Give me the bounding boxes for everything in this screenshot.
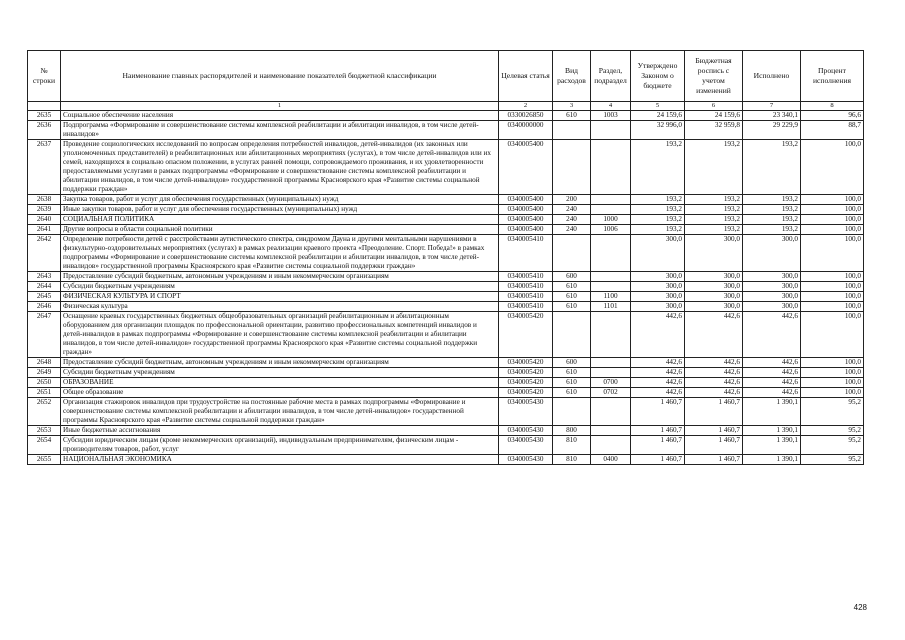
row-vid: [553, 398, 591, 426]
row-percent: 100,0: [801, 378, 864, 388]
row-executed: 442,6: [743, 358, 801, 368]
table-row: [28, 140, 864, 195]
row-name: Проведение социологических исследований по вопросам определения потребностей инвалидов, детей-инвалидов (их законных или уполномоченных представителей) в реабилитационных или абилитационных мероприятиях (услугах), в том числе детей-инвалидов или их семей, находящихся в социально опасном положении, в услугах ранней помощи, сопровождаемого проживания, и их удовлетворенности предоставляемыми услугами в рамках подпрограммы «Формирование и совершенствование системы комплексной реабилитации и абилитации инвалидов, в том числе детей-инвалидов» государственной программы Красноярского края «Развитие системы социальной поддержки граждан»: [61, 140, 499, 195]
row-name: Общее образование: [61, 388, 499, 398]
row-razdel: [591, 358, 631, 368]
table-row: [28, 282, 864, 292]
table-row: [28, 215, 864, 225]
table-row: [28, 312, 864, 358]
row-approved: 300,0: [631, 272, 685, 282]
table-row: [28, 388, 864, 398]
row-target: 0340005420: [499, 358, 553, 368]
table-row: [28, 272, 864, 282]
row-target: 0330026850: [499, 111, 553, 121]
row-approved: 300,0: [631, 282, 685, 292]
table-row: [28, 205, 864, 215]
row-approved: 1 460,7: [631, 455, 685, 465]
row-vid: 240: [553, 225, 591, 235]
row-name: Социальное обеспечение населения: [61, 111, 499, 121]
row-vid: 240: [553, 215, 591, 225]
row-approved: 193,2: [631, 225, 685, 235]
header-vid: Вид расходов: [553, 51, 591, 102]
row-number: 2645: [28, 292, 61, 302]
row-approved: 442,6: [631, 312, 685, 358]
row-executed: 442,6: [743, 378, 801, 388]
table-row: [28, 195, 864, 205]
row-percent: 100,0: [801, 140, 864, 195]
row-razdel: [591, 436, 631, 455]
row-approved: 300,0: [631, 292, 685, 302]
row-number: 2651: [28, 388, 61, 398]
row-percent: 100,0: [801, 302, 864, 312]
row-target: 0340005400: [499, 140, 553, 195]
row-executed: 1 390,1: [743, 436, 801, 455]
row-target: 0340005410: [499, 272, 553, 282]
row-name: Субсидии юридическим лицам (кроме некоммерческих организаций), индивидуальным предпринимателям, физическим лицам - производителям товаров, работ, услуг: [61, 436, 499, 455]
row-number: 2650: [28, 378, 61, 388]
row-executed: 23 340,1: [743, 111, 801, 121]
row-approved: 193,2: [631, 195, 685, 205]
row-name: Подпрограмма «Формирование и совершенствование системы комплексной реабилитации и абилитации инвалидов, в том числе детей-инвалидов»: [61, 121, 499, 140]
row-executed: 300,0: [743, 292, 801, 302]
row-target: 0340005410: [499, 282, 553, 292]
row-approved: 193,2: [631, 215, 685, 225]
row-percent: 100,0: [801, 235, 864, 272]
header-approved: Утверждено Законом о бюджете: [631, 51, 685, 102]
budget-table: [27, 50, 864, 465]
index-cell: 8: [801, 102, 864, 111]
index-cell: 6: [685, 102, 743, 111]
row-razdel: [591, 121, 631, 140]
row-budget: 193,2: [685, 225, 743, 235]
row-razdel: [591, 195, 631, 205]
row-razdel: [591, 398, 631, 426]
header-executed: Исполнено: [743, 51, 801, 102]
budget-table-sheet: [27, 50, 863, 465]
row-executed: 442,6: [743, 312, 801, 358]
row-executed: 442,6: [743, 388, 801, 398]
row-number: 2638: [28, 195, 61, 205]
row-name: Закупка товаров, работ и услуг для обеспечения государственных (муниципальных) нужд: [61, 195, 499, 205]
row-budget: 300,0: [685, 282, 743, 292]
table-row: [28, 121, 864, 140]
row-vid: 610: [553, 282, 591, 292]
row-percent: 95,2: [801, 436, 864, 455]
table-row: [28, 235, 864, 272]
row-name: Другие вопросы в области социальной политики: [61, 225, 499, 235]
row-executed: 1 390,1: [743, 398, 801, 426]
row-approved: 442,6: [631, 378, 685, 388]
row-name: Субсидии бюджетным учреждениям: [61, 282, 499, 292]
row-approved: 24 159,6: [631, 111, 685, 121]
row-name: НАЦИОНАЛЬНАЯ ЭКОНОМИКА: [61, 455, 499, 465]
row-budget: 442,6: [685, 388, 743, 398]
row-approved: 442,6: [631, 388, 685, 398]
row-razdel: 1000: [591, 215, 631, 225]
row-budget: 32 959,8: [685, 121, 743, 140]
header-target: Целевая статья: [499, 51, 553, 102]
row-budget: 300,0: [685, 302, 743, 312]
row-target: 0340005420: [499, 312, 553, 358]
row-razdel: [591, 140, 631, 195]
row-target: 0340005400: [499, 225, 553, 235]
row-razdel: 1100: [591, 292, 631, 302]
row-percent: 96,6: [801, 111, 864, 121]
table-row: [28, 225, 864, 235]
row-executed: 193,2: [743, 215, 801, 225]
row-vid: 610: [553, 378, 591, 388]
row-executed: 1 390,1: [743, 455, 801, 465]
row-percent: 100,0: [801, 225, 864, 235]
row-approved: 1 460,7: [631, 398, 685, 426]
row-vid: 600: [553, 358, 591, 368]
row-vid: 240: [553, 205, 591, 215]
table-row: [28, 436, 864, 455]
row-number: 2654: [28, 436, 61, 455]
row-number: 2653: [28, 426, 61, 436]
row-executed: 29 229,9: [743, 121, 801, 140]
row-number: 2637: [28, 140, 61, 195]
row-vid: [553, 312, 591, 358]
table-row: [28, 368, 864, 378]
row-executed: 193,2: [743, 140, 801, 195]
row-percent: 95,2: [801, 455, 864, 465]
row-razdel: 0702: [591, 388, 631, 398]
row-budget: 1 460,7: [685, 398, 743, 426]
row-target: 0340000000: [499, 121, 553, 140]
row-razdel: 0700: [591, 378, 631, 388]
header-name: Наименование главных распорядителей и наименование показателей бюджетной классификации: [61, 51, 499, 102]
row-budget: 193,2: [685, 140, 743, 195]
row-number: 2647: [28, 312, 61, 358]
row-percent: 100,0: [801, 272, 864, 282]
table-row: [28, 426, 864, 436]
row-percent: 100,0: [801, 312, 864, 358]
index-cell: 2: [499, 102, 553, 111]
row-percent: 100,0: [801, 358, 864, 368]
table-row: [28, 398, 864, 426]
page-number: 428: [853, 603, 867, 612]
row-target: 0340005430: [499, 398, 553, 426]
row-executed: 300,0: [743, 235, 801, 272]
row-percent: 100,0: [801, 388, 864, 398]
row-executed: 300,0: [743, 282, 801, 292]
row-target: 0340005430: [499, 455, 553, 465]
row-approved: 193,2: [631, 205, 685, 215]
row-razdel: 0400: [591, 455, 631, 465]
row-percent: 95,2: [801, 426, 864, 436]
row-name: Организация стажировок инвалидов при трудоустройстве на постоянные рабочие места в рамках подпрограммы «Формирование и совершенствование системы комплексной реабилитации и абилитации инвалидов, в том числе детей-инвалидов» государственной программы Красноярского края «Развитие системы социальной поддержки граждан»: [61, 398, 499, 426]
row-approved: 442,6: [631, 368, 685, 378]
row-razdel: [591, 312, 631, 358]
row-percent: 100,0: [801, 195, 864, 205]
row-percent: 100,0: [801, 205, 864, 215]
row-budget: 193,2: [685, 215, 743, 225]
row-number: 2643: [28, 272, 61, 282]
row-approved: 300,0: [631, 302, 685, 312]
header-percent: Процент исполнения: [801, 51, 864, 102]
row-target: 0340005430: [499, 436, 553, 455]
row-razdel: [591, 205, 631, 215]
row-vid: 810: [553, 436, 591, 455]
row-name: Иные закупки товаров, работ и услуг для обеспечения государственных (муниципальных) нужд: [61, 205, 499, 215]
row-target: 0340005410: [499, 302, 553, 312]
row-vid: [553, 121, 591, 140]
row-razdel: [591, 282, 631, 292]
row-budget: 1 460,7: [685, 436, 743, 455]
row-vid: 200: [553, 195, 591, 205]
row-budget: 442,6: [685, 368, 743, 378]
row-name: Иные бюджетные ассигнования: [61, 426, 499, 436]
row-executed: 193,2: [743, 225, 801, 235]
row-budget: 442,6: [685, 378, 743, 388]
row-name: Оснащение краевых государственных бюджетных общеобразовательных организаций реабилитационным и абилитационным оборудованием для организации площадок по профессиональной ориентации, развитию профессиональных компетенций инвалидов и детей-инвалидов в рамках подпрограммы «Формирование и совершенствование системы комплексной реабилитации и абилитации инвалидов, в том числе детей-инвалидов» государственной программы Красноярского края «Развитие системы социальной поддержки граждан»: [61, 312, 499, 358]
header-num: № строки: [28, 51, 61, 102]
row-budget: 442,6: [685, 312, 743, 358]
row-approved: 1 460,7: [631, 426, 685, 436]
row-budget: 193,2: [685, 205, 743, 215]
row-percent: 100,0: [801, 368, 864, 378]
row-budget: 24 159,6: [685, 111, 743, 121]
row-razdel: 1101: [591, 302, 631, 312]
row-vid: [553, 235, 591, 272]
table-row: [28, 111, 864, 121]
row-approved: 1 460,7: [631, 436, 685, 455]
row-percent: 100,0: [801, 215, 864, 225]
row-approved: 193,2: [631, 140, 685, 195]
row-razdel: [591, 426, 631, 436]
row-approved: 32 996,0: [631, 121, 685, 140]
row-vid: 610: [553, 302, 591, 312]
row-name: Предоставление субсидий бюджетным, автономным учреждениям и иным некоммерческим организациям: [61, 272, 499, 282]
table-row: [28, 455, 864, 465]
index-cell: [28, 102, 61, 111]
header-razdel: Раздел, подраздел: [591, 51, 631, 102]
index-cell: 3: [553, 102, 591, 111]
row-budget: 300,0: [685, 235, 743, 272]
row-budget: 193,2: [685, 195, 743, 205]
row-name: СОЦИАЛЬНАЯ ПОЛИТИКА: [61, 215, 499, 225]
row-executed: 300,0: [743, 272, 801, 282]
table-row: [28, 292, 864, 302]
row-target: 0340005430: [499, 426, 553, 436]
header-budget: Бюджетная роспись с учетом изменений: [685, 51, 743, 102]
table-row: [28, 358, 864, 368]
row-name: Определение потребности детей с расстройствами аутистического спектра, синдромом Дауна и другими ментальными нарушениями в физкультурно-оздоровительных мероприятиях (услугах) в рамках реализации краевого проекта «Преодоление. Спорт. Победа!» в рамках подпрограммы «Формирование и совершенствование системы комплексной реабилитации и абилитации инвалидов, в том числе детей-инвалидов» государственной программы Красноярского края «Развитие системы социальной поддержки граждан»: [61, 235, 499, 272]
row-number: 2635: [28, 111, 61, 121]
row-percent: 100,0: [801, 282, 864, 292]
row-number: 2641: [28, 225, 61, 235]
row-target: 0340005420: [499, 368, 553, 378]
row-number: 2644: [28, 282, 61, 292]
row-target: 0340005420: [499, 388, 553, 398]
row-number: 2640: [28, 215, 61, 225]
row-target: 0340005400: [499, 215, 553, 225]
header-row: [28, 51, 864, 102]
row-vid: 610: [553, 368, 591, 378]
row-number: 2642: [28, 235, 61, 272]
row-vid: [553, 140, 591, 195]
row-executed: 193,2: [743, 195, 801, 205]
row-number: 2648: [28, 358, 61, 368]
row-vid: 600: [553, 272, 591, 282]
row-approved: 300,0: [631, 235, 685, 272]
row-razdel: [591, 235, 631, 272]
table-row: [28, 378, 864, 388]
row-razdel: 1006: [591, 225, 631, 235]
table-body: [28, 111, 864, 465]
row-approved: 442,6: [631, 358, 685, 368]
row-name: ФИЗИЧЕСКАЯ КУЛЬТУРА И СПОРТ: [61, 292, 499, 302]
index-cell: 7: [743, 102, 801, 111]
row-razdel: [591, 368, 631, 378]
row-razdel: 1003: [591, 111, 631, 121]
row-target: 0340005420: [499, 378, 553, 388]
row-target: 0340005400: [499, 205, 553, 215]
row-razdel: [591, 272, 631, 282]
index-cell: 1: [61, 102, 499, 111]
row-budget: 300,0: [685, 292, 743, 302]
row-target: 0340005410: [499, 292, 553, 302]
row-executed: 193,2: [743, 205, 801, 215]
row-budget: 442,6: [685, 358, 743, 368]
row-name: ОБРАЗОВАНИЕ: [61, 378, 499, 388]
index-cell: 5: [631, 102, 685, 111]
row-name: Субсидии бюджетным учреждениям: [61, 368, 499, 378]
row-vid: 610: [553, 111, 591, 121]
row-number: 2652: [28, 398, 61, 426]
row-number: 2649: [28, 368, 61, 378]
row-budget: 1 460,7: [685, 455, 743, 465]
row-vid: 610: [553, 388, 591, 398]
row-vid: 800: [553, 426, 591, 436]
row-percent: 100,0: [801, 292, 864, 302]
row-number: 2646: [28, 302, 61, 312]
row-percent: 88,7: [801, 121, 864, 140]
row-target: 0340005400: [499, 195, 553, 205]
row-target: 0340005410: [499, 235, 553, 272]
index-cell: 4: [591, 102, 631, 111]
row-budget: 300,0: [685, 272, 743, 282]
row-executed: 300,0: [743, 302, 801, 312]
table-row: [28, 302, 864, 312]
row-executed: 1 390,1: [743, 426, 801, 436]
row-name: Предоставление субсидий бюджетным, автономным учреждениям и иным некоммерческим организациям: [61, 358, 499, 368]
row-executed: 442,6: [743, 368, 801, 378]
row-vid: 610: [553, 292, 591, 302]
column-index-row: [28, 102, 864, 111]
row-number: 2639: [28, 205, 61, 215]
row-name: Физическая культура: [61, 302, 499, 312]
row-vid: 810: [553, 455, 591, 465]
row-budget: 1 460,7: [685, 426, 743, 436]
row-number: 2655: [28, 455, 61, 465]
row-number: 2636: [28, 121, 61, 140]
row-percent: 95,2: [801, 398, 864, 426]
